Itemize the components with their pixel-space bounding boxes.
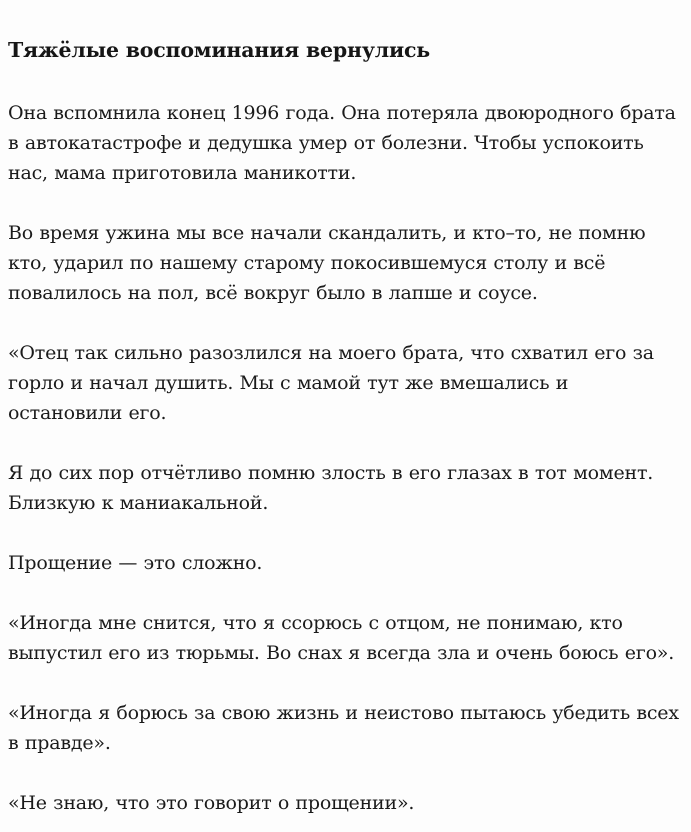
- paragraph-8: «Не знаю, что это говорит о прощении».: [8, 792, 415, 814]
- paragraph-2: Во время ужина мы все начали скандалить, и кто–то, не помню кто, ударил по нашему старому покосившемуся столу и всё повалилось на пол, всё вокруг было в лапше и соусе.: [8, 222, 646, 304]
- paragraph-3: «Отец так сильно разозлился на моего брата, что схватил его за горло и начал душить. Мы с мамой тут же вмешались и остановили его.: [8, 342, 654, 424]
- paragraph-7: «Иногда я борюсь за свою жизнь и неистово пытаюсь убедить всех в правде».: [8, 702, 679, 754]
- paragraph-4: Я до сих пор отчётливо помню злость в его глазах в тот момент. Близкую к маниакальной.: [8, 462, 654, 514]
- paragraph-5: Прощение — это сложно.: [8, 552, 263, 574]
- paragraph-6: «Иногда мне снится, что я ссорюсь с отцом, не понимаю, кто выпустил его из тюрьмы. Во снах я всегда зла и очень боюсь его».: [8, 612, 675, 664]
- article-page: [0, 37, 691, 832]
- article-title: Тяжёлые воспоминания вернулись: [8, 38, 430, 62]
- paragraph-1: Она вспомнила конец 1996 года. Она потеряла двоюродного брата в автокатастрофе и дедушка умер от болезни. Чтобы успокоить нас, мама приготовила маникотти.: [8, 102, 676, 184]
- article-body: [0, 37, 691, 818]
